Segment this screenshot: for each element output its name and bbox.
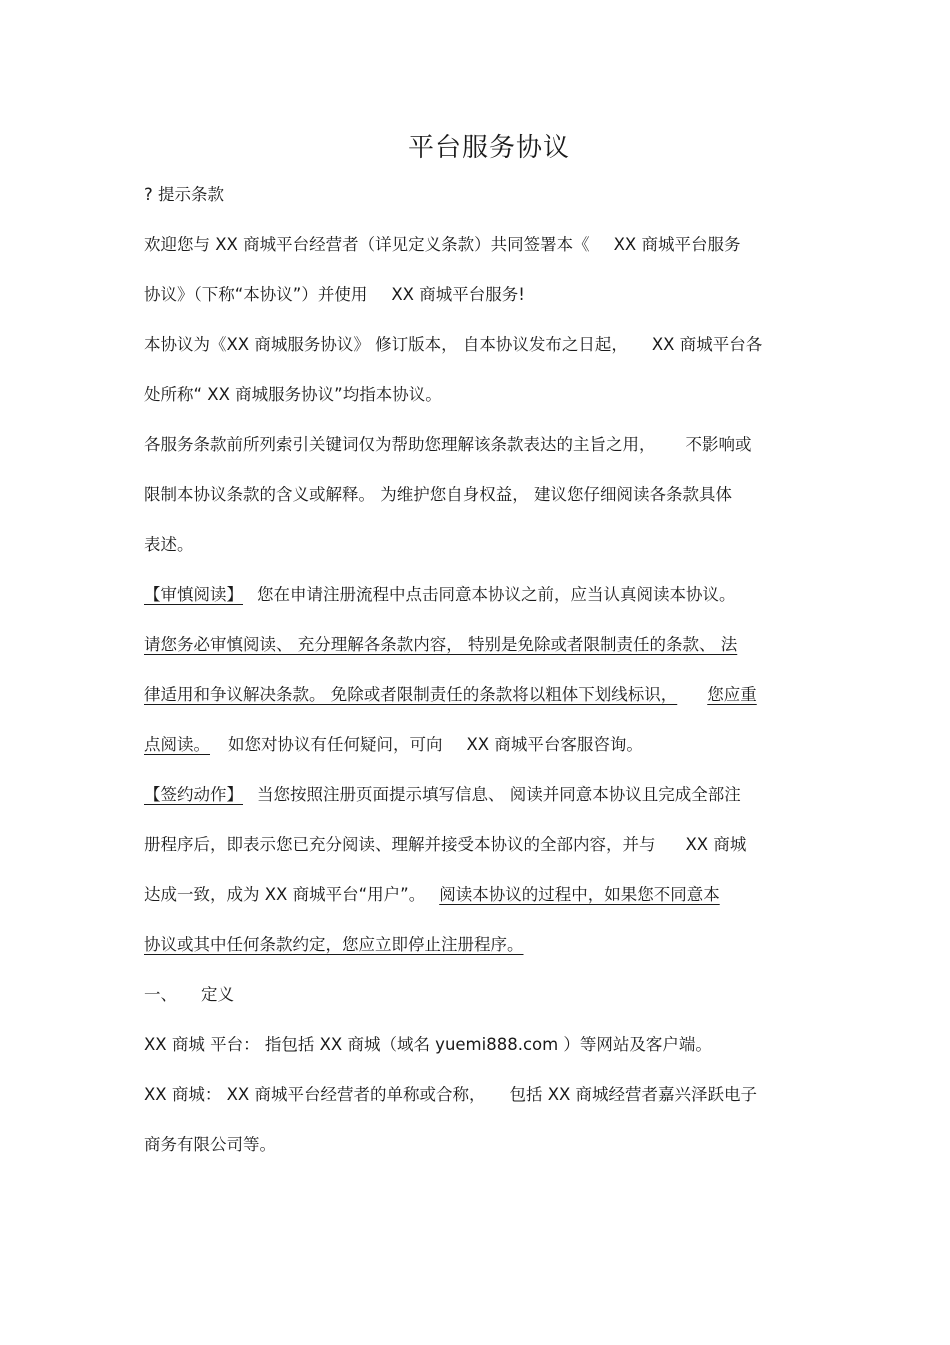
text-run: 册程序后，即表示您已充分阅读、理解并接受本协议的全部内容，并与 (144, 835, 656, 854)
paragraph-careful-reading (144, 570, 808, 770)
text-run: 商务有限公司等。 (144, 1135, 276, 1154)
text-run: XX 商城平台服务 (613, 235, 741, 254)
text-run: 处所称“ XX 商城服务协议”均指本协议。 (144, 385, 442, 404)
section-number: 一、 (144, 985, 177, 1004)
document-page (144, 128, 808, 1170)
prompt-clause-text: ? 提示条款 (144, 185, 225, 204)
text-run: 您应重 (707, 685, 757, 704)
paragraph-line (144, 420, 808, 470)
text-run: 协议》（下称“本协议”）并使用 (144, 285, 368, 304)
paragraph-welcome (144, 220, 808, 320)
text-run: 本协议为《XX 商城服务协议》 修订版本， 自本协议发布之日起， (144, 335, 628, 354)
paragraph-index-keywords (144, 420, 808, 570)
paragraph-line (144, 520, 808, 570)
paragraph-line (144, 1070, 808, 1120)
text-run: 请您务必审慎阅读、 充分理解各条款内容， 特别是免除或者限制责任的条款、 法 (144, 635, 738, 654)
text-run: 各服务条款前所列索引关键词仅为帮助您理解该条款表达的主旨之用， (144, 435, 656, 454)
paragraph-line (144, 920, 808, 970)
paragraph-line-underlined (144, 670, 808, 720)
text-run: 律适用和争议解决条款。 免除或者限制责任的条款将以粗体下划线标识， (144, 685, 678, 704)
paragraph-line (144, 820, 808, 870)
paragraph-line-underlined (144, 620, 808, 670)
text-run: 如您对协议有任何疑问，可向 (228, 735, 443, 754)
paragraph-line (144, 270, 808, 320)
text-run: 不影响或 (685, 435, 752, 454)
text-run: XX 商城平台各 (651, 335, 763, 354)
text-run: 达成一致，成为 XX 商城平台“用户”。 (144, 885, 426, 904)
text-run: XX 商城平台客服咨询。 (466, 735, 643, 754)
paragraph-signing-action (144, 770, 808, 970)
text-run: XX 商城： XX 商城平台经营者的单称或合称， (144, 1085, 486, 1104)
definition-mall (144, 1070, 808, 1170)
section-title: 定义 (201, 985, 234, 1004)
paragraph-line (144, 870, 808, 920)
text-run: 表述。 (144, 535, 194, 554)
careful-reading-label: 【审慎阅读】 (144, 585, 243, 604)
paragraph-line (144, 570, 808, 620)
paragraph-line (144, 320, 808, 370)
signing-action-label: 【签约动作】 (144, 785, 243, 804)
paragraph-line (144, 720, 808, 770)
text-run-underlined: 点阅读。 (144, 735, 210, 754)
text-run-underlined: 协议或其中任何条款约定，您应立即停止注册程序。 (144, 935, 524, 954)
paragraph-line (144, 370, 808, 420)
definition-platform (144, 1020, 808, 1070)
paragraph-line (144, 470, 808, 520)
document-title: 平台服务协议 (407, 133, 570, 163)
paragraph-revision (144, 320, 808, 420)
text-run: 当您按照注册页面提示填写信息、 阅读并同意本协议且完成全部注 (257, 785, 741, 804)
text-run: 您在申请注册流程中点击同意本协议之前，应当认真阅读本协议。 (257, 585, 736, 604)
text-run: 欢迎您与 XX 商城平台经营者（详见定义条款）共同签署本《 (144, 235, 590, 254)
text-run: 包括 XX 商城经营者嘉兴泽跃电子 (509, 1085, 758, 1104)
text-run: XX 商城平台服务! (391, 285, 525, 304)
paragraph-line (144, 770, 808, 820)
section-heading-definitions (144, 970, 808, 1020)
text-run: XX 商城 (685, 835, 747, 854)
paragraph-line (144, 1120, 808, 1170)
paragraph-line (144, 220, 808, 270)
prompt-clause-heading (144, 170, 808, 220)
text-run: XX 商城 平台： 指包括 XX 商城（域名 yuemi888.com ）等网站及客户端。 (144, 1035, 712, 1054)
text-run: 限制本协议条款的含义或解释。 为维护您自身权益， 建议您仔细阅读各条款具体 (144, 485, 732, 504)
text-run-underlined: 阅读本协议的过程中，如果您不同意本 (439, 885, 720, 904)
